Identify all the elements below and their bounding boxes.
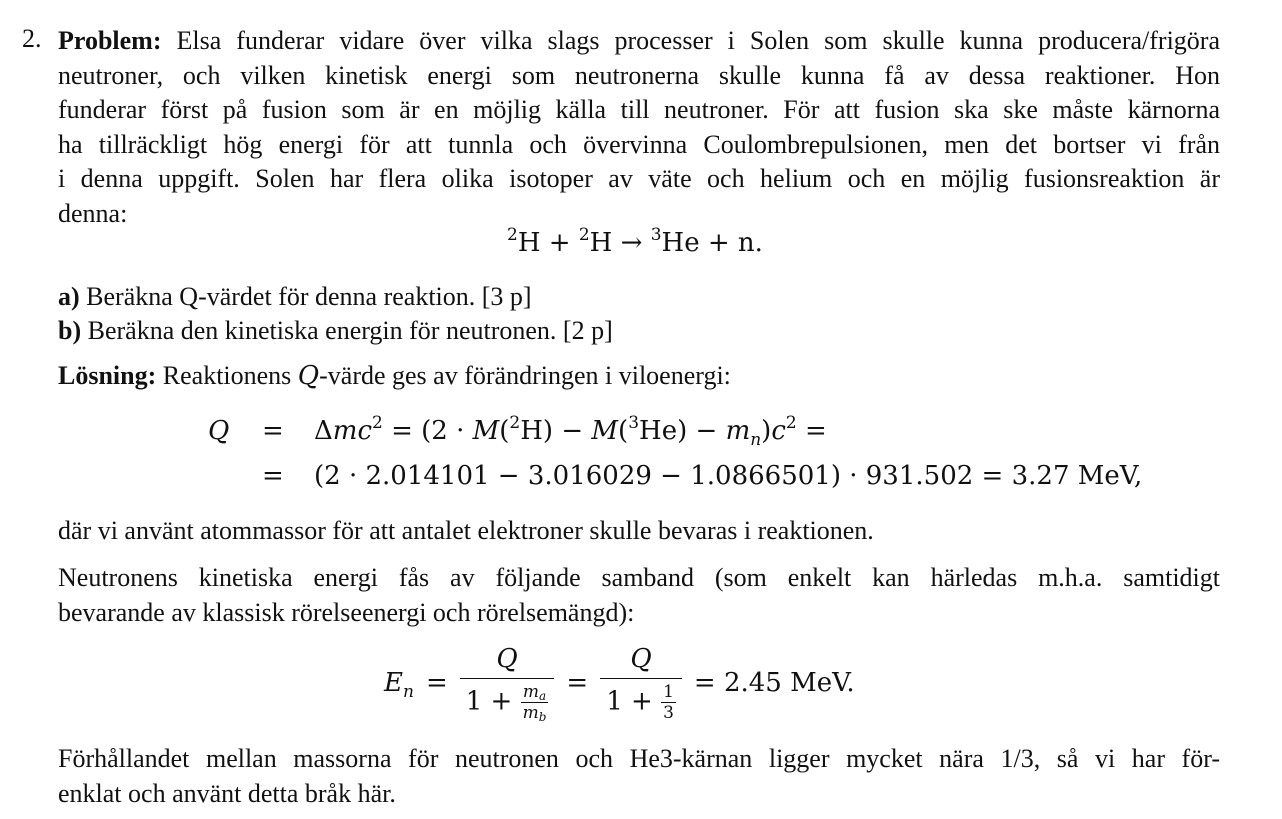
part-a-text: Beräkna Q-värdet för denna reaktion. [3 p] [86, 282, 532, 311]
problem-intro-line-6: denna: [58, 198, 128, 228]
problem-label: Problem: [58, 26, 162, 55]
problem-number: 2. [22, 24, 42, 53]
part-b-text: Beräkna den kinetiska energin för neutronen. [2 p] [87, 316, 613, 345]
final-line-2: enklat och använt detta bråk här. [58, 778, 396, 808]
q-equation-rhs-1: $\Delta mc^2 = (2 \cdot M(^2H) - M(^3He) - m_n)c^2$ = [314, 413, 827, 450]
problem-intro [58, 24, 1220, 231]
en-symbol: $E_n$ [384, 668, 414, 702]
q-equation-rhs-2: (2 · 2.014101 − 3.016029 − 1.0866501) · 931.502 = 3.27 MeV, [314, 461, 1143, 491]
part-a [58, 282, 532, 312]
part-b-label: b) [58, 316, 82, 345]
problem-intro-line-4: ha tillräckligt hög energi för att tunnla och övervinna Coulombrepulsionen, men det bortser vi från [58, 129, 1220, 159]
fraction-mass-ratio: Q 1 + $\frac{m_a}{m_b}$ [460, 644, 555, 722]
final-paragraph [58, 742, 1220, 811]
q-equation-eq-1: = [262, 416, 284, 446]
problem-intro-line-3: funderar först på fusion som är en möjlig källa till neutroner. För att fusion ska ske måste kärnorna [58, 95, 1220, 124]
solution-label: Lösning: [58, 361, 157, 390]
problem-intro-line-5: i denna uppgift. Solen har flera olika isotoper av väte och helium och en möjlig fusionsreaktion är [58, 164, 1220, 193]
neutron-energy-equation: $E_n$ = Q 1 + $\frac{m_a}{m_b}$ = Q 1 + $\frac{1}{3}$ = 2.45 MeV. [384, 644, 855, 724]
final-line-1: Förhållandet mellan massorna för neutronen och He3-kärnan ligger mycket nära 1/3, så vi har för- [58, 744, 1220, 773]
q-equation-line-1 [208, 416, 229, 446]
kinetic-paragraph [58, 561, 1220, 630]
part-b [58, 316, 613, 346]
solution-intro: Lösning: Reaktionens Q-värde ges av förändringen i viloenergi: [58, 361, 731, 391]
part-a-label: a) [58, 282, 80, 311]
reaction-equation: $^2$H + $^2$H → $^3$He + n. [507, 225, 763, 258]
atom-mass-note: där vi använt atommassor för att antalet elektroner skulle bevaras i reaktionen. [58, 516, 874, 545]
problem-intro-line-2: neutroner, och vilken kinetisk energi som neutronerna skulle kunna få av dessa reaktioner. Hon [58, 60, 1220, 90]
problem-intro-line-1: Problem: Elsa funderar vidare över vilka slags processer i Solen som skulle kunna producera/frigöra [58, 26, 1221, 55]
fraction-one-third: Q 1 + $\frac{1}{3}$ [600, 644, 682, 722]
q-equation-eq-2: = [262, 461, 284, 491]
q-symbol: Q [208, 416, 230, 446]
en-result: = 2.45 MeV. [693, 668, 855, 698]
kinetic-line-1: Neutronens kinetiska energi fås av följande samband (som enkelt kan härledas m.h.a. samtidigt [58, 563, 1220, 592]
kinetic-line-2: bevarande av klassisk rörelseenergi och rörelsemängd): [58, 597, 635, 627]
